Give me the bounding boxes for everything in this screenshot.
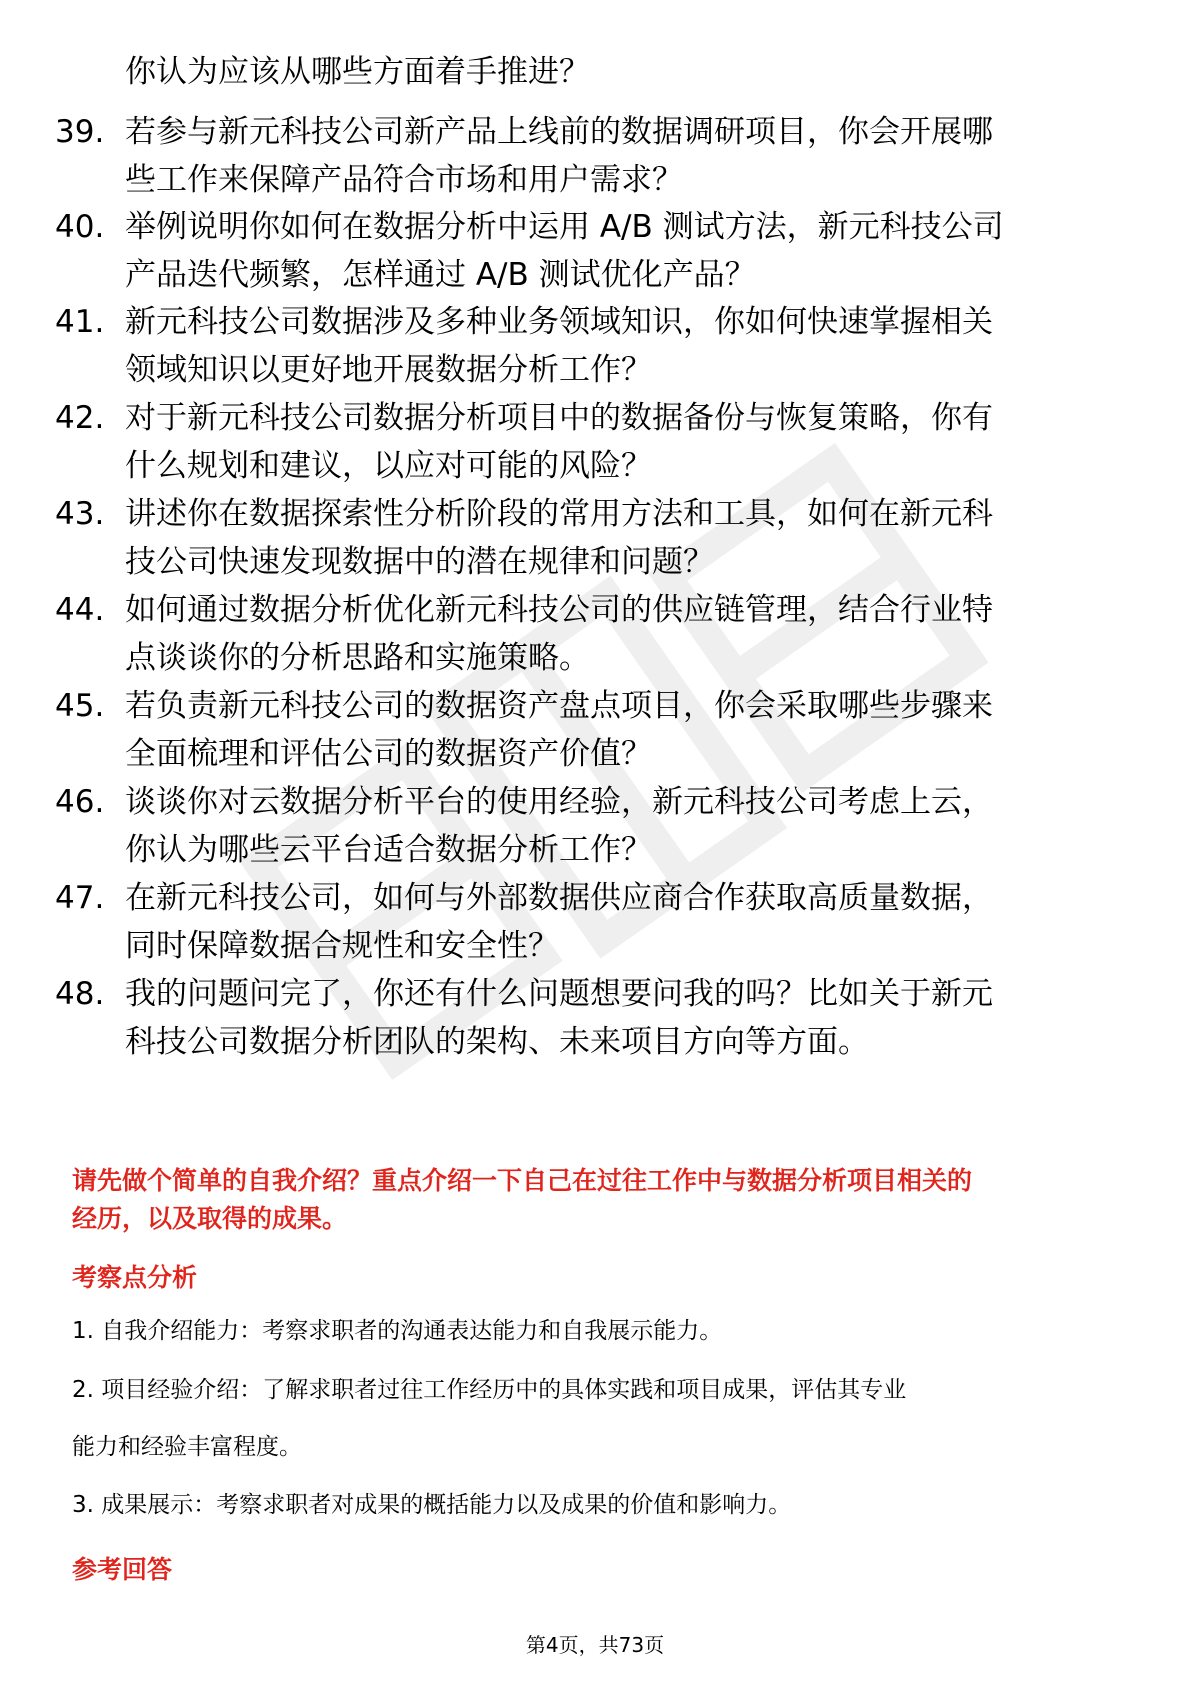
question-text xyxy=(125,203,1135,299)
featured-question-line: 经历，以及取得的成果。 xyxy=(72,1204,348,1233)
question-line: 如何通过数据分析优化新元科技公司的供应链管理，结合行业特 xyxy=(125,592,993,628)
page-footer: 第4页，共73页 xyxy=(525,1633,665,1657)
question-line: 你认为哪些云平台适合数据分析工作？ xyxy=(125,832,652,868)
question-text xyxy=(125,682,1135,778)
question-item-39 xyxy=(0,108,1190,204)
question-item-40 xyxy=(0,203,1190,299)
question-number: 42. xyxy=(55,400,105,436)
question-number: 43. xyxy=(55,496,105,532)
question-item-45 xyxy=(0,682,1190,778)
question-line: 技公司快速发现数据中的潜在规律和问题？ xyxy=(125,544,714,580)
question-number: 40. xyxy=(55,209,105,245)
featured-question-line: 请先做个简单的自我介绍？重点介绍一下自己在过往工作中与数据分析项目相关的 xyxy=(72,1166,973,1195)
question-line: 对于新元科技公司数据分析项目中的数据备份与恢复策略，你有 xyxy=(125,400,993,436)
question-item-42 xyxy=(0,394,1190,490)
featured-question xyxy=(72,1162,1132,1238)
reference-answer-heading: 参考回答 xyxy=(72,1555,173,1584)
question-line: 若参与新元科技公司新产品上线前的数据调研项目，你会开展哪 xyxy=(125,114,993,150)
question-line: 领域知识以更好地开展数据分析工作？ xyxy=(125,352,652,388)
question-text xyxy=(125,298,1135,394)
question-item-44 xyxy=(0,586,1190,682)
analysis-item: 2. 项目经验介绍：了解求职者过往工作经历中的具体实践和项目成果，评估其专业 xyxy=(72,1377,907,1403)
question-number: 39. xyxy=(55,114,105,150)
analysis-item: 1. 自我介绍能力：考察求职者的沟通表达能力和自我展示能力。 xyxy=(72,1318,723,1344)
question-text xyxy=(125,970,1135,1066)
question-item-48 xyxy=(0,970,1190,1066)
question-line: 我的问题问完了，你还有什么问题想要问我的吗？比如关于新元 xyxy=(125,976,993,1012)
question-line: 同时保障数据合规性和安全性？ xyxy=(125,928,559,964)
question-text xyxy=(125,874,1135,970)
question-number: 48. xyxy=(55,976,105,1012)
question-line: 什么规划和建议，以应对可能的风险？ xyxy=(125,448,652,484)
analysis-item: 3. 成果展示：考察求职者对成果的概括能力以及成果的价值和影响力。 xyxy=(72,1492,792,1518)
analysis-item-continuation: 能力和经验丰富程度。 xyxy=(72,1434,302,1460)
analysis-heading: 考察点分析 xyxy=(72,1263,198,1292)
question-number: 46. xyxy=(55,784,105,820)
question-line: 举例说明你如何在数据分析中运用 A/B 测试方法，新元科技公司 xyxy=(125,209,1004,245)
question-text xyxy=(125,108,1135,204)
question-text xyxy=(125,394,1135,490)
question-text xyxy=(125,490,1135,586)
question-line: 全面梳理和评估公司的数据资产价值？ xyxy=(125,736,652,772)
question-number: 44. xyxy=(55,592,105,628)
question-text xyxy=(125,778,1135,874)
question-line: 产品迭代频繁，怎样通过 A/B 测试优化产品？ xyxy=(125,257,756,293)
question-text xyxy=(125,586,1135,682)
question-line: 点谈谈你的分析思路和实施策略。 xyxy=(125,640,590,676)
question-line: 谈谈你对云数据分析平台的使用经验，新元科技公司考虑上云， xyxy=(125,784,993,820)
question-number: 41. xyxy=(55,304,105,340)
question-line: 些工作来保障产品符合市场和用户需求？ xyxy=(125,162,683,198)
question-item-41 xyxy=(0,298,1190,394)
question-number: 47. xyxy=(55,880,105,916)
question-line: 科技公司数据分析团队的架构、未来项目方向等方面。 xyxy=(125,1024,869,1060)
question-item-46 xyxy=(0,778,1190,874)
question-line: 在新元科技公司，如何与外部数据供应商合作获取高质量数据， xyxy=(125,880,993,916)
question-line: 新元科技公司数据涉及多种业务领域知识，你如何快速掌握相关 xyxy=(125,304,993,340)
question-line: 讲述你在数据探索性分析阶段的常用方法和工具，如何在新元科 xyxy=(125,496,993,532)
question-line: 若负责新元科技公司的数据资产盘点项目，你会采取哪些步骤来 xyxy=(125,688,993,724)
question-item-43 xyxy=(0,490,1190,586)
question-number: 45. xyxy=(55,688,105,724)
question-item-47 xyxy=(0,874,1190,970)
question-continuation: 你认为应该从哪些方面着手推进？ xyxy=(125,54,590,90)
